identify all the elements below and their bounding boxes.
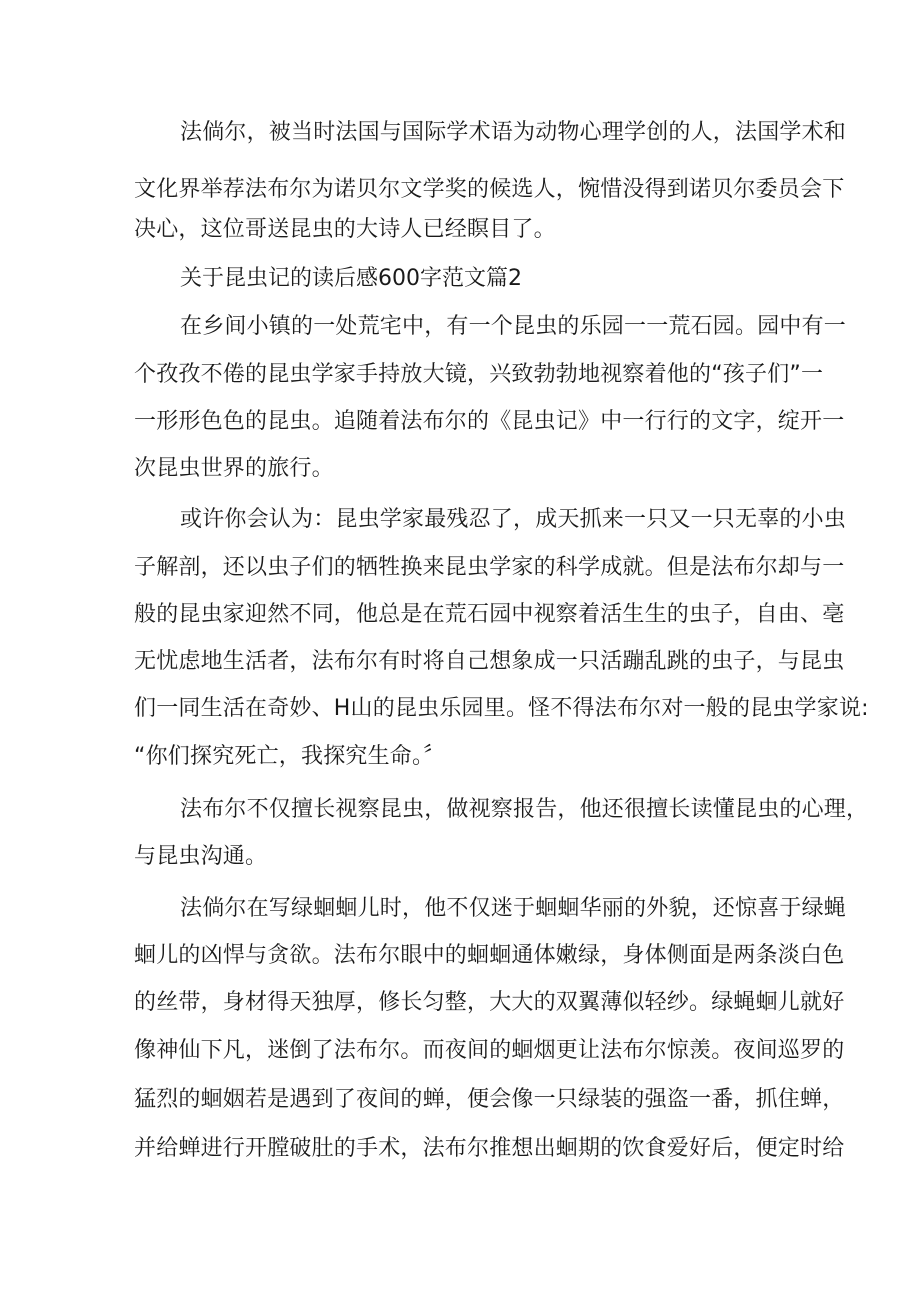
para1-line-3: 决心，这位哥送昆虫的大诗人已经瞑目了。 (134, 217, 556, 242)
para1-line-2: 文化界举荐法布尔为诺贝尔文学奖的候选人，惋惜没得到诺贝尔委员会下 (134, 177, 845, 202)
para5-line-1: 法倘尔在写绿蛔蛔儿时，他不仅迷于蛔蛔华丽的外貌，还惊喜于绿蝇 (180, 896, 847, 921)
para5-line-6: 并给蝉进行开膛破肚的手术，法布尔推想出蛔期的饮食爱好后，便定时给 (134, 1136, 845, 1161)
para4-line-2: 与昆虫沟通。 (134, 844, 268, 869)
para2-line-1: 在乡间小镇的一处荒宅中，有一个昆虫的乐园一一荒石园。园中有一 (180, 314, 847, 339)
section-heading: 关于昆虫记的读后感600字范文篇2 (180, 266, 522, 291)
para4-line-1: 法布尔不仅擅长视察昆虫，做视察报告，他还很擅长读懂昆虫的心理， (180, 797, 869, 822)
para2-line-4: 次昆虫世界的旅行。 (134, 456, 334, 481)
para3-line-6: “你们探究死亡，我探究生命。〞 (134, 744, 446, 769)
para5-line-4: 像神仙下凡，迷倒了法布尔。而夜间的蛔烟更让法布尔惊羡。夜间巡罗的 (134, 1038, 845, 1063)
para1-line-1: 法倘尔，被当时法国与国际学术语为动物心理学创的人，法国学术和 (180, 120, 847, 145)
para3-line-3: 般的昆虫家迎然不同，他总是在荒石园中视察着活生生的虫子，自由、亳 (134, 602, 845, 627)
para5-line-2: 蛔儿的凶悍与贪欲。法布尔眼中的蛔蛔通体嫩绿，身体侧面是两条淡白色 (134, 943, 845, 968)
para2-line-2: 个孜孜不倦的昆虫学家手持放大镜，兴致勃勃地视察着他的“孩子们”一 (134, 362, 824, 387)
para5-line-3: 的丝带，身材得天独厚，修长匀整，大大的双翼薄似轻纱。绿蝇蛔儿就好 (134, 990, 845, 1015)
para3-line-4: 无忧虑地生活者，法布尔有时将自己想象成一只活蹦乱跳的虫子，与昆虫 (134, 649, 845, 674)
para3-line-2: 子解剖，还以虫子们的牺牲换来昆虫学家的科学成就。但是法布尔却与一 (134, 555, 845, 580)
para2-line-3: 一形形色色的昆虫。追随着法布尔的《昆虫记》中一行行的文字，绽开一 (134, 409, 845, 434)
para5-line-5: 猛烈的蛔姻若是遇到了夜间的蝉，便会像一只绿装的强盗一番，抓住蝉， (134, 1087, 845, 1112)
para3-line-1: 或许你会认为：昆虫学家最残忍了，成天抓来一只又一只无辜的小虫 (180, 507, 847, 532)
para3-line-5: 们一同生活在奇妙、H山的昆虫乐园里。怪不得法布尔对一般的昆虫学家说: (134, 696, 869, 721)
